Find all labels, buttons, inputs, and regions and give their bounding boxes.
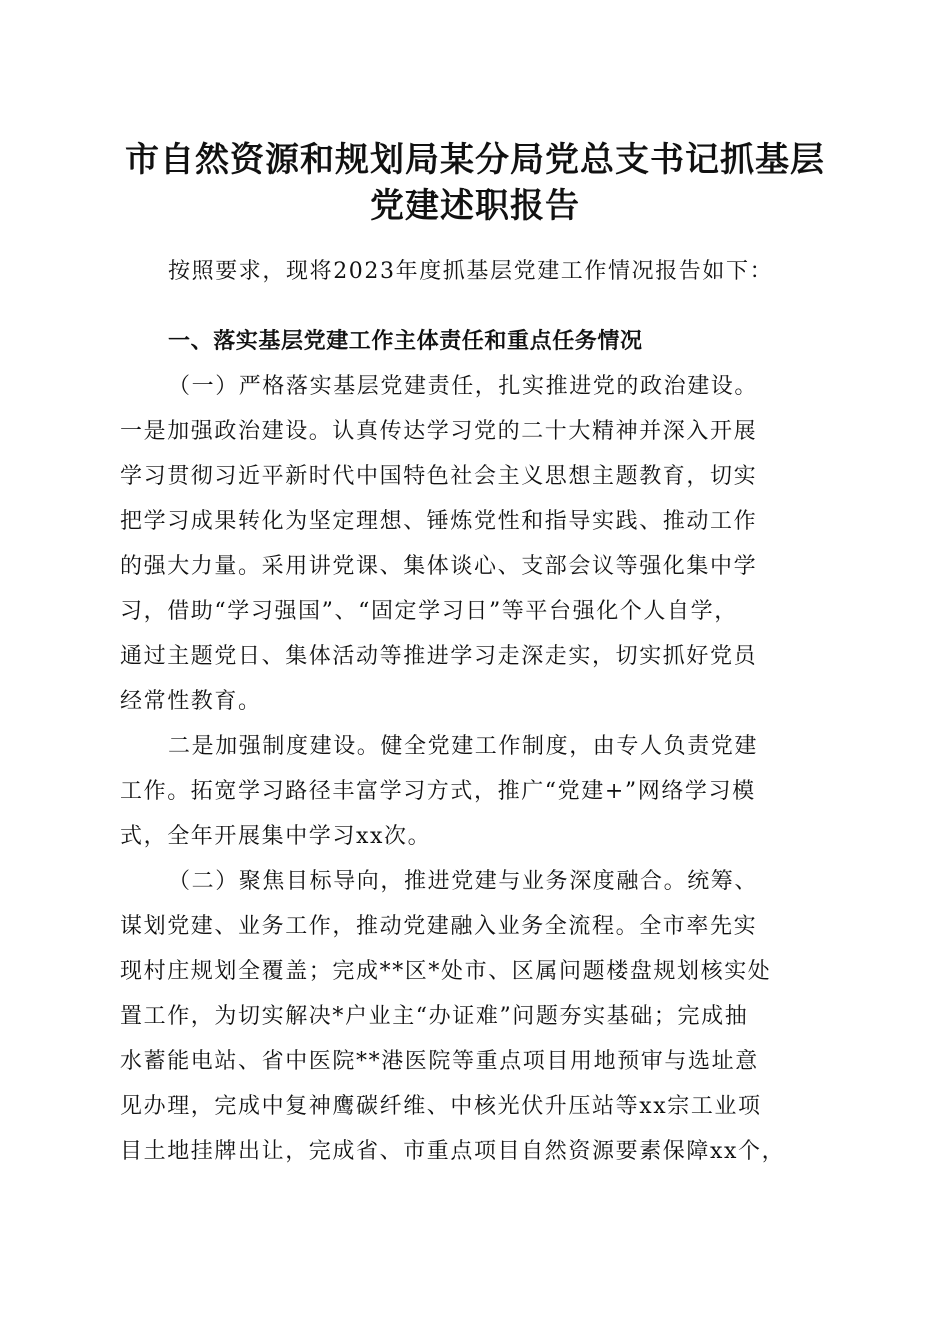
body-line: 习，借助“学习强国”、“固定学习日”等平台强化个人自学， [120,599,738,624]
subsection-heading-1: （一）严格落实基层党建责任，扎实推进党的政治建设。 [168,374,759,399]
document-title-line-2: 党建述职报告 [370,186,580,226]
subsection-heading-2: （二）聚焦目标导向，推进党建与业务深度融合。统筹、 [168,869,759,894]
section-heading-1: 一、落实基层党建工作主体责任和重点任务情况 [168,329,643,354]
body-line: 把学习成果转化为坚定理想、锤炼党性和指导实践、推动工作 [120,509,758,534]
body-line: 水蓄能电站、省中医院**港医院等重点项目用地预审与选址意 [120,1049,759,1074]
body-line: 经常性教育。 [120,689,262,714]
body-line: 二是加强制度建设。健全党建工作制度，由专人负责党建 [168,734,759,759]
body-line: 的强大力量。采用讲党课、集体谈心、支部会议等强化集中学 [120,554,758,579]
body-line: 式，全年开展集中学习xx次。 [120,824,432,849]
body-line: 工作。拓宽学习路径丰富学习方式，推广“党建+”网络学习模 [120,779,756,804]
body-line: 学习贯彻习近平新时代中国特色社会主义思想主题教育，切实 [120,464,758,489]
body-line: 通过主题党日、集体活动等推进学习走深走实，切实抓好党员 [120,644,758,669]
body-line: 目土地挂牌出让，完成省、市重点项目自然资源要素保障xx个， [120,1139,786,1164]
intro-paragraph: 按照要求，现将2023年度抓基层党建工作情况报告如下： [168,259,774,284]
body-line: 见办理，完成中复神鹰碳纤维、中核光伏升压站等xx宗工业项 [120,1094,762,1119]
body-line: 现村庄规划全覆盖；完成**区*处市、区属问题楼盘规划核实处 [120,959,772,984]
body-line: 置工作，为切实解决*户业主“办证难”问题夯实基础；完成抽 [120,1004,749,1029]
body-line: 谋划党建、业务工作，推动党建融入业务全流程。全市率先实 [120,914,758,939]
document-title-line-1: 市自然资源和规划局某分局党总支书记抓基层 [125,140,825,180]
body-line: 一是加强政治建设。认真传达学习党的二十大精神并深入开展 [120,419,758,444]
